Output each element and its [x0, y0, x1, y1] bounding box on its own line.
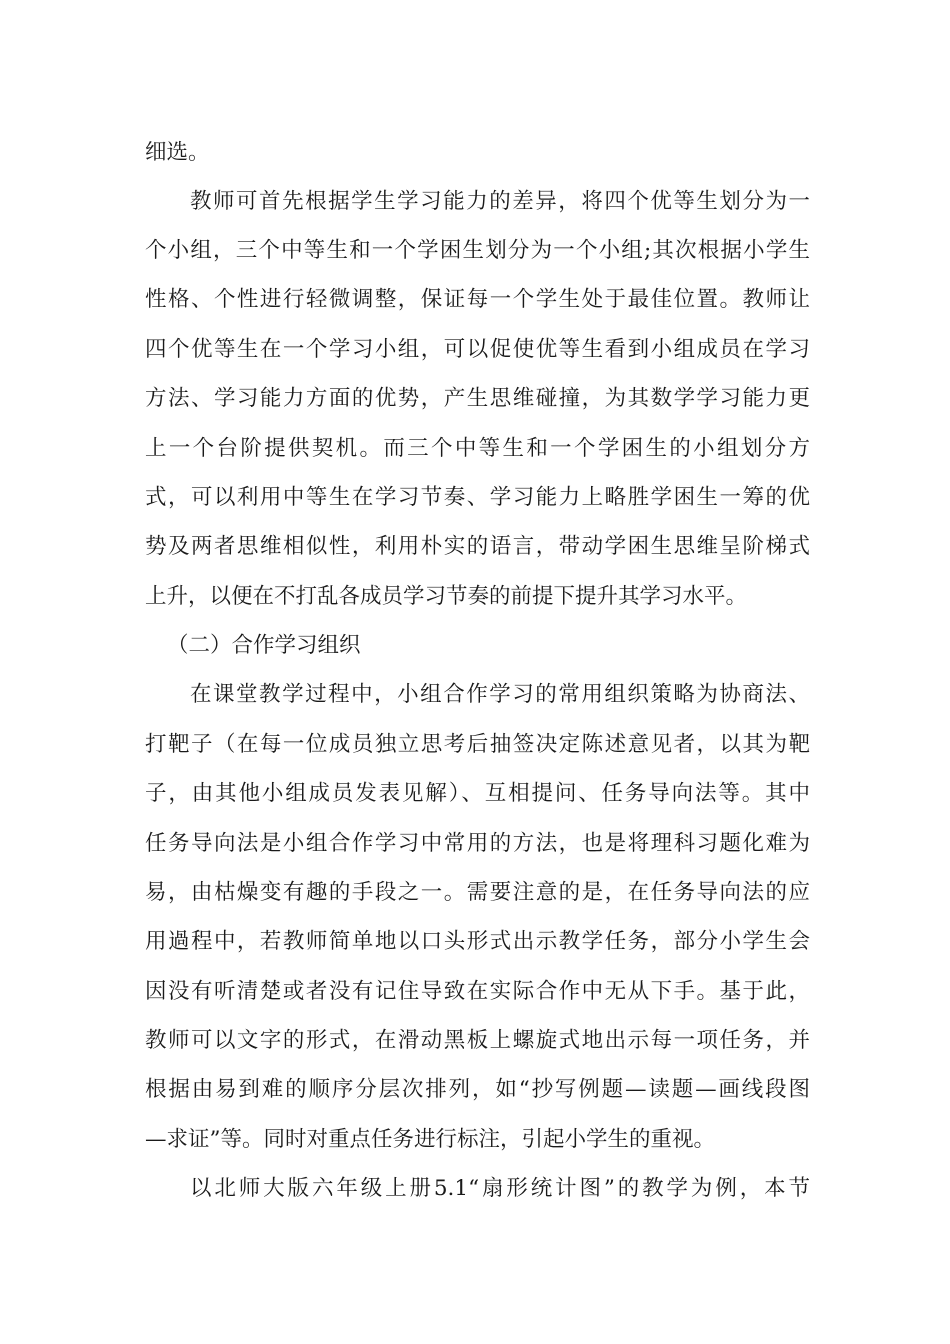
paragraph-2-line-2: 打靶子（在每一位成员独立思考后抽签决定陈述意见者，以其为靶	[145, 732, 810, 757]
paragraph-2-line-4: 任务导向法是小组合作学习中常用的方法，也是将理科习题化难为	[145, 831, 810, 856]
paragraph-3-line-1: 以北师大版六年级上册5.1“扇形统计图”的教学为例，本节	[190, 1176, 810, 1201]
paragraph-1-line-7: 式，可以利用中等生在学习节奏、学习能力上略胜学困生一筹的优	[145, 485, 810, 510]
paragraph-2-line-1: 在课堂教学过程中，小组合作学习的常用组织策略为协商法、	[190, 682, 810, 707]
paragraph-2-line-9: 根据由易到难的顺序分层次排列，如“抄写例题—读题—画线段图	[145, 1077, 810, 1102]
paragraph-1-line-2: 个小组，三个中等生和一个学困生划分为一个小组;其次根据小学生	[145, 238, 810, 263]
paragraph-2-line-6: 用過程中，若教师简单地以口头形式出示教学任务，部分小学生会	[145, 929, 810, 954]
paragraph-2-line-5: 易，由枯燥变有趣的手段之一。需要注意的是，在任务导向法的应	[145, 880, 810, 905]
paragraph-1-line-9: 上升，以便在不打乱各成员学习节奏的前提下提升其学习水平。	[145, 584, 748, 609]
paragraph-1-line-4: 四个优等生在一个学习小组，可以促使优等生看到小组成员在学习	[145, 337, 810, 362]
paragraph-2-line-8: 教师可以文字的形式，在滑动黑板上螺旋式地出示每一项任务，并	[145, 1028, 810, 1053]
text-line-1: 细选。	[145, 140, 210, 165]
paragraph-2-line-7: 因没有听清楚或者没有记住导致在实际合作中无从下手。基于此，	[145, 979, 810, 1004]
paragraph-1-line-1: 教师可首先根据学生学习能力的差异，将四个优等生划分为一	[190, 189, 810, 214]
paragraph-1-line-5: 方法、学习能力方面的优势，产生思维碰撞，为其数学学习能力更	[145, 386, 810, 411]
paragraph-2-line-3: 子，由其他小组成员发表见解）、互相提问、任务导向法等。其中	[145, 781, 810, 806]
paragraph-1-line-8: 势及两者思维相似性，利用朴实的语言，带动学困生思维呈阶梯式	[145, 534, 810, 559]
paragraph-1-line-6: 上一个台阶提供契机。而三个中等生和一个学困生的小组划分方	[145, 436, 810, 461]
section-heading: （二）合作学习组织	[167, 633, 361, 658]
paragraph-1-line-3: 性格、个性进行轻微调整，保证每一个学生处于最佳位置。教师让	[145, 287, 810, 312]
paragraph-2-line-10: —求证”等。同时对重点任务进行标注，引起小学生的重视。	[145, 1127, 715, 1152]
